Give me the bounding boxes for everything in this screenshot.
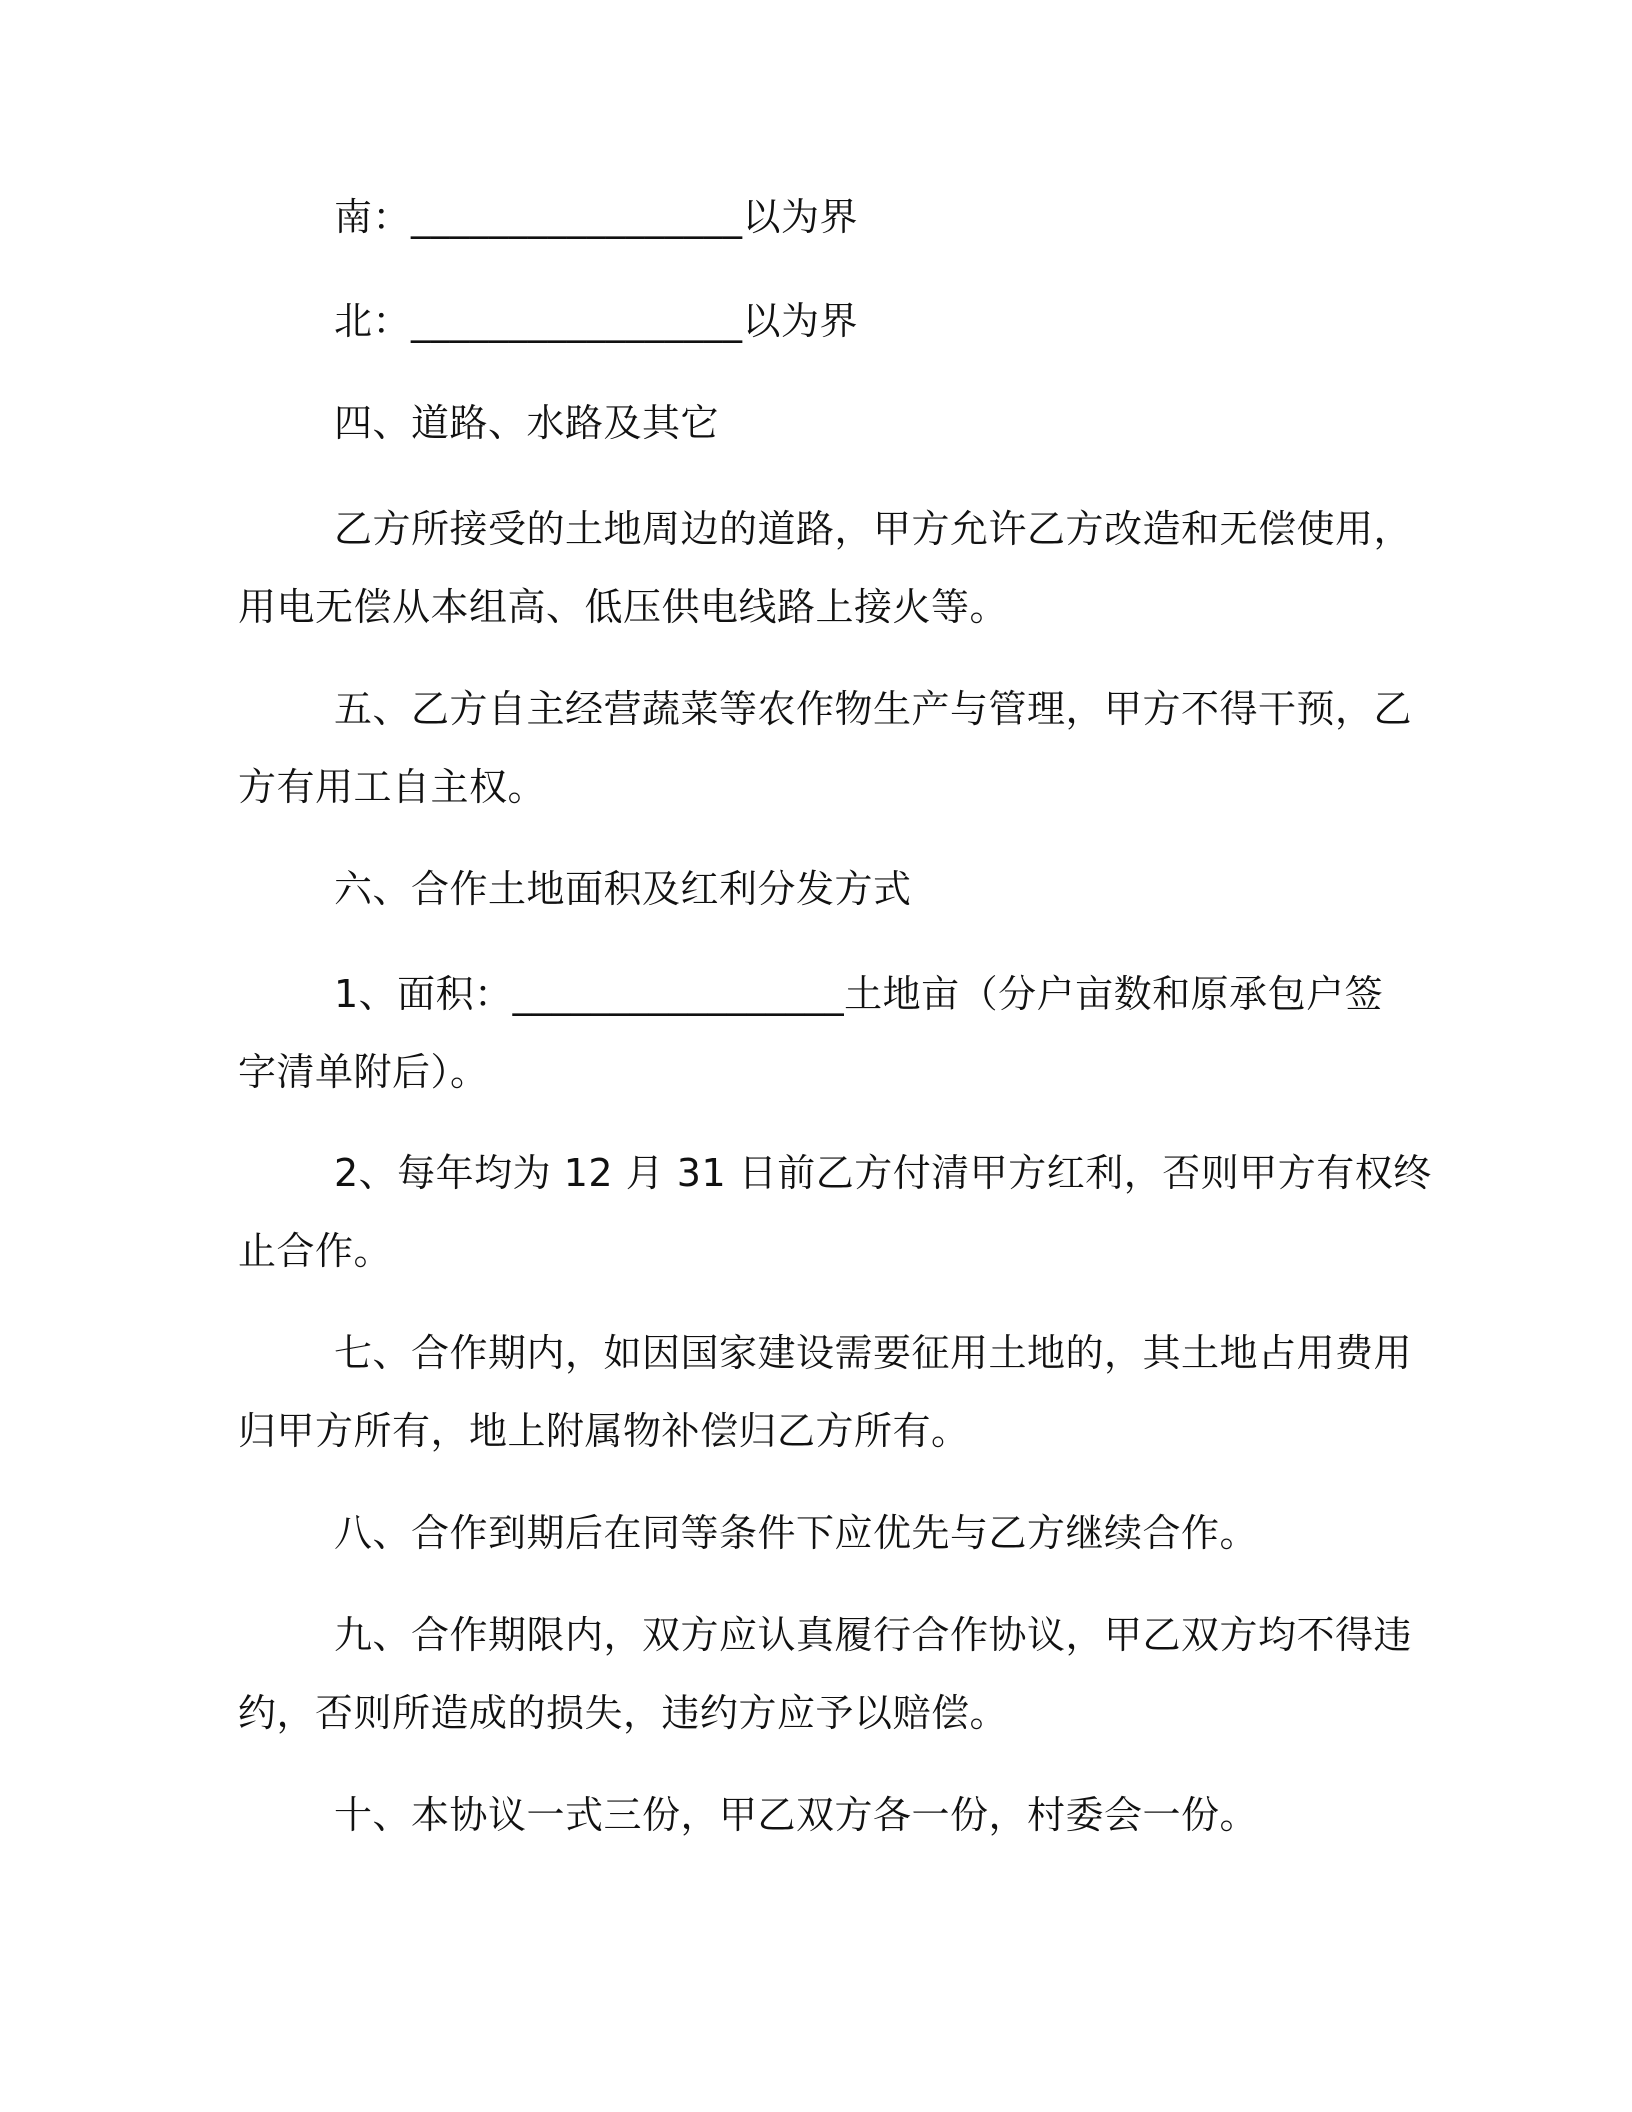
section-6-item-2-line-2: 止合作。: [238, 1229, 393, 1273]
section-4-body-line-2: 用电无偿从本组高、低压供电线路上接火等。: [238, 585, 1009, 629]
section-8-text: 八、合作到期后在同等条件下应优先与乙方继续合作。: [334, 1511, 1259, 1555]
section-6-item-1-line-2: 字清单附后）。: [238, 1050, 489, 1094]
section-4-title-text: 四、道路、水路及其它: [334, 401, 720, 445]
boundary-south: [238, 178, 1383, 256]
section-8: [238, 1494, 1383, 1572]
section-10: [238, 1776, 1383, 1854]
section-7-line-1: 七、合作期内，如因国家建设需要征用土地的，其土地占用费用: [334, 1331, 1413, 1375]
section-5: [238, 670, 1413, 826]
section-6-item-1: [238, 955, 1383, 1111]
section-5-line-2: 方有用工自主权。: [238, 765, 547, 809]
section-4-body: [238, 490, 1413, 646]
boundary-north-text: 北：_________________以为界: [334, 299, 859, 343]
section-9-line-1: 九、合作期限内，双方应认真履行合作协议，甲乙双方均不得违: [334, 1613, 1413, 1657]
section-10-text: 十、本协议一式三份，甲乙双方各一份，村委会一份。: [334, 1793, 1259, 1837]
section-6-item-1-line-1: 1、面积：_________________土地亩（分户亩数和原承包户签: [334, 972, 1384, 1016]
section-6-item-2-line-1: 2、每年均为 12 月 31 日前乙方付清甲方红利，否则甲方有权终: [334, 1151, 1432, 1195]
section-5-line-1: 五、乙方自主经营蔬菜等农作物生产与管理，甲方不得干预，乙: [334, 687, 1413, 731]
section-4-title: [238, 384, 1383, 462]
boundary-south-text: 南：_________________以为界: [334, 195, 859, 239]
section-4-body-line-1: 乙方所接受的土地周边的道路，甲方允许乙方改造和无偿使用，: [334, 507, 1413, 551]
boundary-north: [238, 282, 1383, 360]
section-6-title: [238, 850, 1383, 928]
section-6-title-text: 六、合作土地面积及红利分发方式: [334, 867, 912, 911]
section-7: [238, 1314, 1413, 1470]
section-9-line-2: 约，否则所造成的损失，违约方应予以赔偿。: [238, 1691, 1009, 1735]
section-6-item-2: [238, 1134, 1432, 1290]
section-7-line-2: 归甲方所有，地上附属物补偿归乙方所有。: [238, 1409, 970, 1453]
section-9: [238, 1596, 1413, 1752]
